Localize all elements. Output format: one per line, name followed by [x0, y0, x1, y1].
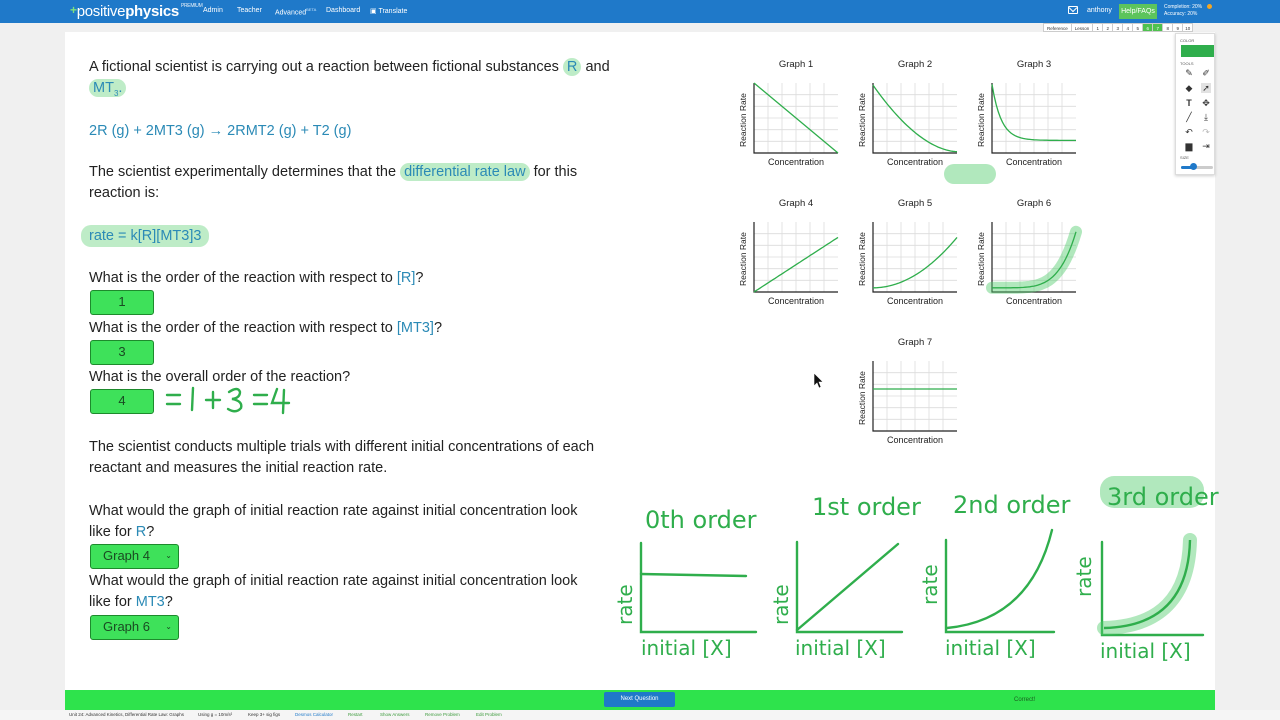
- nav-advanced[interactable]: Advanced$^{BETA}$: [275, 7, 317, 17]
- site-logo[interactable]: +positivephysics $^{PREMIUM}$: [70, 3, 203, 20]
- download-icon[interactable]: ⤓: [1204, 112, 1208, 122]
- tab-8[interactable]: 8: [1162, 23, 1173, 32]
- graph-1-title: Graph 1: [778, 59, 814, 70]
- question-3: What is the overall order of the reaction?: [89, 369, 351, 385]
- graph-7-title: Graph 7: [897, 337, 933, 348]
- graph-5-title: Graph 5: [897, 198, 933, 209]
- question-2: What is the order of the reaction with respect to [MT3]?: [89, 320, 443, 336]
- tab-reference[interactable]: Reference: [1043, 23, 1072, 32]
- graph-5-ylabel: Reaction Rate: [857, 232, 867, 286]
- tab-6[interactable]: 6: [1142, 23, 1153, 32]
- footer-gravity: Using g = 10m/s²: [198, 712, 233, 717]
- tab-1[interactable]: 1: [1092, 23, 1103, 32]
- graph-7-ylabel: Reaction Rate: [857, 371, 867, 425]
- tab-10[interactable]: 10: [1182, 23, 1193, 32]
- answer-2-field[interactable]: 3: [90, 340, 154, 365]
- ink-xlabel-0: initial [X]: [641, 636, 732, 660]
- tab-4[interactable]: 4: [1122, 23, 1133, 32]
- restart-link[interactable]: Restart: [348, 712, 363, 717]
- graph-6-title: Graph 6: [1016, 198, 1052, 209]
- answer-3-field[interactable]: 4: [90, 389, 154, 414]
- footer-sigfigs: Keep 3+ sig figs: [248, 712, 281, 717]
- drawing-tools-panel: COLOR TOOLS ✎ ✐ ◆ ➚ T ✥ ╱ ⤓ ↶ ↷ ▆ ⇥ SIZE: [1175, 33, 1215, 175]
- exit-icon[interactable]: ⇥: [1202, 141, 1210, 151]
- nav-translate[interactable]: ▣ Translate: [370, 8, 408, 15]
- trash-icon[interactable]: ▆: [1185, 141, 1193, 151]
- chemical-equation: 2R (g) + 2MT3 (g) → 2RMT2 (g) + T2 (g): [89, 123, 352, 139]
- graph-1-xlabel: Concentration: [767, 157, 825, 167]
- question-intro: A fictional scientist is carrying out a reaction between fictional substances R and $MT_3$.: [89, 59, 610, 98]
- rate-law: rate = k[R][MT3]3: [81, 226, 209, 247]
- answer-5-select[interactable]: Graph 6 ⌄: [90, 615, 179, 640]
- graph-2-ylabel: Reaction Rate: [857, 93, 867, 147]
- ink-xlabel-1: initial [X]: [795, 636, 886, 660]
- undo-icon[interactable]: ↶: [1185, 127, 1193, 137]
- translate-icon: ▣: [370, 8, 379, 15]
- marker-icon[interactable]: ✐: [1202, 68, 1210, 78]
- question-4: What would the graph of initial reaction rate against initial concentration look like for R?: [89, 503, 578, 540]
- ink-ylabel-0: rate: [613, 584, 637, 625]
- footer: [0, 710, 1280, 720]
- ink-order-1: 1st order: [812, 493, 921, 521]
- graph-3-title: Graph 3: [1016, 59, 1052, 70]
- tab-7[interactable]: 7: [1152, 23, 1163, 32]
- redo-icon[interactable]: ↷: [1202, 127, 1210, 137]
- footer-unit: Unit 24: Advanced Kinetics, Differential Rate Law: Graphs: [69, 712, 184, 717]
- help-button[interactable]: Help/FAQs: [1119, 4, 1157, 19]
- trials-text: The scientist conducts multiple trials with different initial concentrations of each reactant and measures the initial reaction rate.: [89, 439, 595, 476]
- graph-6-xlabel: Concentration: [1005, 296, 1063, 306]
- ink-order-0: 0th order: [645, 506, 757, 534]
- nav-teacher[interactable]: Teacher: [237, 7, 262, 14]
- desmos-link[interactable]: Desmos Calculator: [295, 712, 334, 717]
- nav-admin[interactable]: Admin: [203, 7, 223, 14]
- answer-4-select[interactable]: Graph 4 ⌄: [90, 544, 179, 569]
- ink-xlabel-3: initial [X]: [1100, 639, 1191, 663]
- rate-law-intro: The scientist experimentally determines that the differential rate law for this reaction is:: [89, 164, 578, 201]
- answer-1-field[interactable]: 1: [90, 290, 154, 315]
- show-answers-link[interactable]: Show Answers: [380, 712, 410, 717]
- remove-problem-link[interactable]: Remove Problem: [425, 712, 460, 717]
- color-swatch[interactable]: [1181, 45, 1214, 57]
- tab-2[interactable]: 2: [1102, 23, 1113, 32]
- progress-stats: Completion: 20% Accuracy: 20%: [1164, 4, 1203, 17]
- move-icon[interactable]: ✥: [1202, 98, 1210, 108]
- eraser-icon[interactable]: ◆: [1185, 83, 1193, 93]
- graph-2-xlabel: Concentration: [886, 157, 944, 167]
- correct-status: Correct!: [1014, 697, 1036, 703]
- graph-3-ylabel: Reaction Rate: [976, 93, 986, 147]
- ink-ylabel-3: rate: [1072, 556, 1096, 597]
- edit-problem-link[interactable]: Edit Problem: [476, 712, 502, 717]
- graph-4-ylabel: Reaction Rate: [738, 232, 748, 286]
- nav-dashboard[interactable]: Dashboard: [326, 7, 361, 14]
- line-tool-icon[interactable]: ╱: [1186, 112, 1192, 122]
- text-tool-icon[interactable]: T: [1186, 98, 1192, 108]
- question-5: What would the graph of initial reaction rate against initial concentration look like for MT3?: [89, 573, 578, 610]
- user-name[interactable]: anthony: [1087, 7, 1112, 14]
- size-slider-handle[interactable]: [1190, 163, 1197, 170]
- graph-4-title: Graph 4: [778, 198, 814, 209]
- tab-3[interactable]: 3: [1112, 23, 1123, 32]
- chevron-down-icon: ⌄: [165, 551, 172, 560]
- graph-6-ylabel: Reaction Rate: [976, 232, 986, 286]
- pointer-icon[interactable]: ➚: [1202, 83, 1210, 93]
- ink-ylabel-1: rate: [769, 584, 793, 625]
- next-question-button[interactable]: Next Question: [604, 692, 675, 707]
- graph-3-xlabel: Concentration: [1005, 157, 1063, 167]
- graph-4-xlabel: Concentration: [767, 296, 825, 306]
- ink-ylabel-2: rate: [918, 564, 942, 605]
- ink-order-3: 3rd order: [1107, 483, 1219, 511]
- pen-icon[interactable]: ✎: [1185, 68, 1193, 78]
- ink-order-2: 2nd order: [953, 491, 1071, 519]
- plus-icon: +: [70, 3, 77, 17]
- graph-2-title: Graph 2: [897, 59, 933, 70]
- graph-1-ylabel: Reaction Rate: [738, 93, 748, 147]
- tab-9[interactable]: 9: [1172, 23, 1183, 32]
- mt3-label: $MT_3$.: [89, 79, 126, 97]
- graph-7-xlabel: Concentration: [886, 435, 944, 445]
- chevron-down-icon: ⌄: [165, 622, 172, 631]
- ink-xlabel-2: initial [X]: [945, 636, 1036, 660]
- question-1: What is the order of the reaction with respect to [R]?: [89, 270, 424, 286]
- tab-5[interactable]: 5: [1132, 23, 1143, 32]
- graph-5-xlabel: Concentration: [886, 296, 944, 306]
- tab-lesson[interactable]: Lesson: [1071, 23, 1094, 32]
